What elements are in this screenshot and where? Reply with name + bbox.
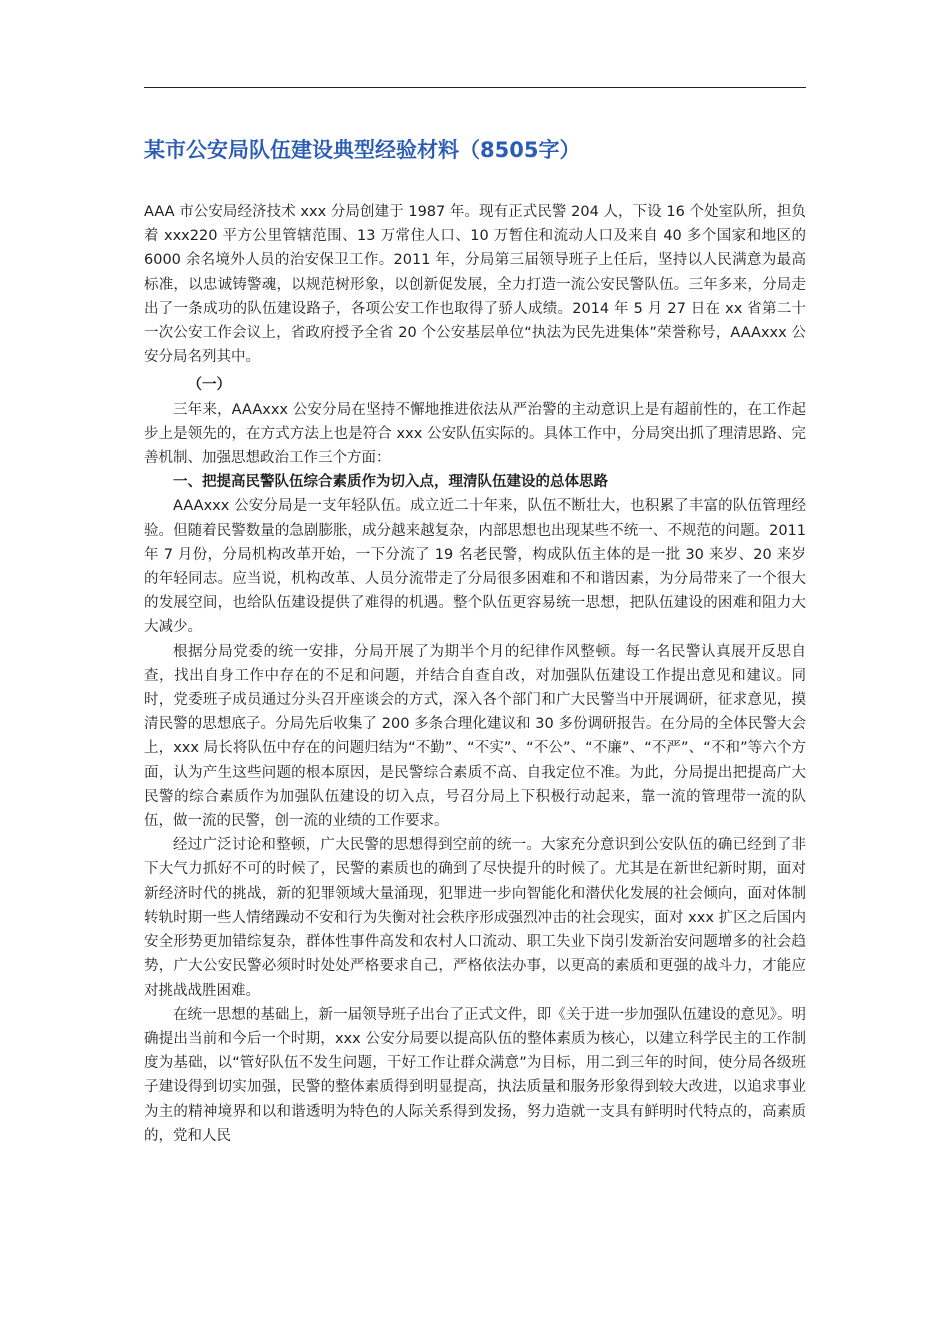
paragraph: 根据分局党委的统一安排，分局开展了为期半个月的纪律作风整顿。每一名民警认真展开反思自查，找出自身工作中存在的不足和问题，并结合自查自改，对加强队伍建设工作提出意见和建议。同时，党委班子成员通过分头召开座谈会的方式，深入各个部门和广大民警当中开展调研，征求意见，摸清民警的思想底子。分局先后收集了 200 多条合理化建议和 30 多份调研报告。在分局的全体民警大会上，xxx 局长将队伍中存在的问题归结为“不勤”、“不实”、“不公”、“不廉”、“不严”、“不和”等六个方面，认为产生这些问题的根本原因，是民警综合素质不高、自我定位不准。为此，分局提出把提高广大民警的综合素质作为加强队伍建设的切入点，号召分局上下积极行动起来，靠一流的管理带一流的队伍，做一流的民警，创一流的业绩的工作要求。 <box>144 643 806 830</box>
document-body <box>144 200 806 1148</box>
paragraph: AAAxxx 公安分局是一支年轻队伍。成立近二十年来，队伍不断壮大，也积累了丰富的队伍管理经验。但随着民警数量的急剧膨胀，成分越来越复杂，内部思想也出现某些不统一、不规范的问题。2011 年 7 月份，分局机构改革开始，一下分流了 19 名老民警，构成队伍主体的是一批 30 来岁、20 来岁的年轻同志。应当说，机构改革、人员分流带走了分局很多困难和不和谐因素，为分局带来了一个很大的发展空间，也给队伍建设提供了难得的机遇。整个队伍更容易统一思想，把队伍建设的困难和阻力大大减少。 <box>144 498 806 636</box>
paragraph: 三年来，AAAxxx 公安分局在坚持不懈地推进依法从严治警的主动意识上是有超前性的，在工作起步上是领先的，在方式方法上也是符合 xxx 公安队伍实际的。具体工作中，分局突出抓了理清思路、完善机制、加强思想政治工作三个方面： <box>144 401 806 467</box>
paragraph: 在统一思想的基础上，新一届领导班子出台了正式文件，即《关于进一步加强队伍建设的意见》。明确提出当前和今后一个时期，xxx 公安分局要以提高队伍的整体素质为核心，以建立科学民主的工作制度为基础，以“管好队伍不发生问题，干好工作让群众满意”为目标，用二到三年的时间，使分局各级班子建设得到切实加强，民警的整体素质得到明显提高，执法质量和服务形象得到较大改进，以追求事业为主的精神境界和以和谐透明为特色的人际关系得到发扬，努力造就一支具有鲜明时代特点的，高素质的，党和人民 <box>144 1006 806 1144</box>
paragraph-intro: AAA 市公安局经济技术 xxx 分局创建于 1987 年。现有正式民警 204 人，下设 16 个处室队所，担负着 xxx220 平方公里管辖范围、13 万常住人口、10 万暂住和流动人口及来自 40 多个国家和地区的 6000 余名境外人员的治安保卫工作。2011 年，分局第三届领导班子上任后，坚持以人民满意为最高标准，以忠诚铸警魂，以规范树形象，以创新促发展，全力打造一流公安民警队伍。三年多来，分局走出了一条成功的队伍建设路子，各项公安工作也取得了骄人成绩。2014 年 5 月 27 日在 xx 省第二十一次公安工作会议上，省政府授予全省 20 个公安基层单位“执法为民先进集体”荣誉称号，AAAxxx 公安分局名列其中。 <box>144 204 806 366</box>
section-heading: 一、把提高民警队伍综合素质作为切入点，理清队伍建设的总体思路 <box>173 474 608 491</box>
paragraph: 经过广泛讨论和整顿，广大民警的思想得到空前的统一。大家充分意识到公安队伍的确已经到了非下大气力抓好不可的时候了，民警的素质也的确到了尽快提升的时候了。尤其是在新世纪新时期，面对新经济时代的挑战，新的犯罪领域大量涌现，犯罪进一步向智能化和潜伏化发展的社会倾向，面对体制转轨时期一些人情绪躁动不安和行为失衡对社会秩序形成强烈冲击的社会现实，面对 xxx 扩区之后国内安全形势更加错综复杂，群体性事件高发和农村人口流动、职工失业下岗引发新治安问题增多的社会趋势，广大公安民警必须时时处处严格要求自己，严格依法办事，以更高的素质和更强的战斗力，才能应对挑战战胜困难。 <box>144 837 806 999</box>
document-title: 某市公安局队伍建设典型经验材料（8505字） <box>144 138 581 162</box>
section-label: （一） <box>187 377 231 394</box>
header-rule <box>144 87 806 88</box>
